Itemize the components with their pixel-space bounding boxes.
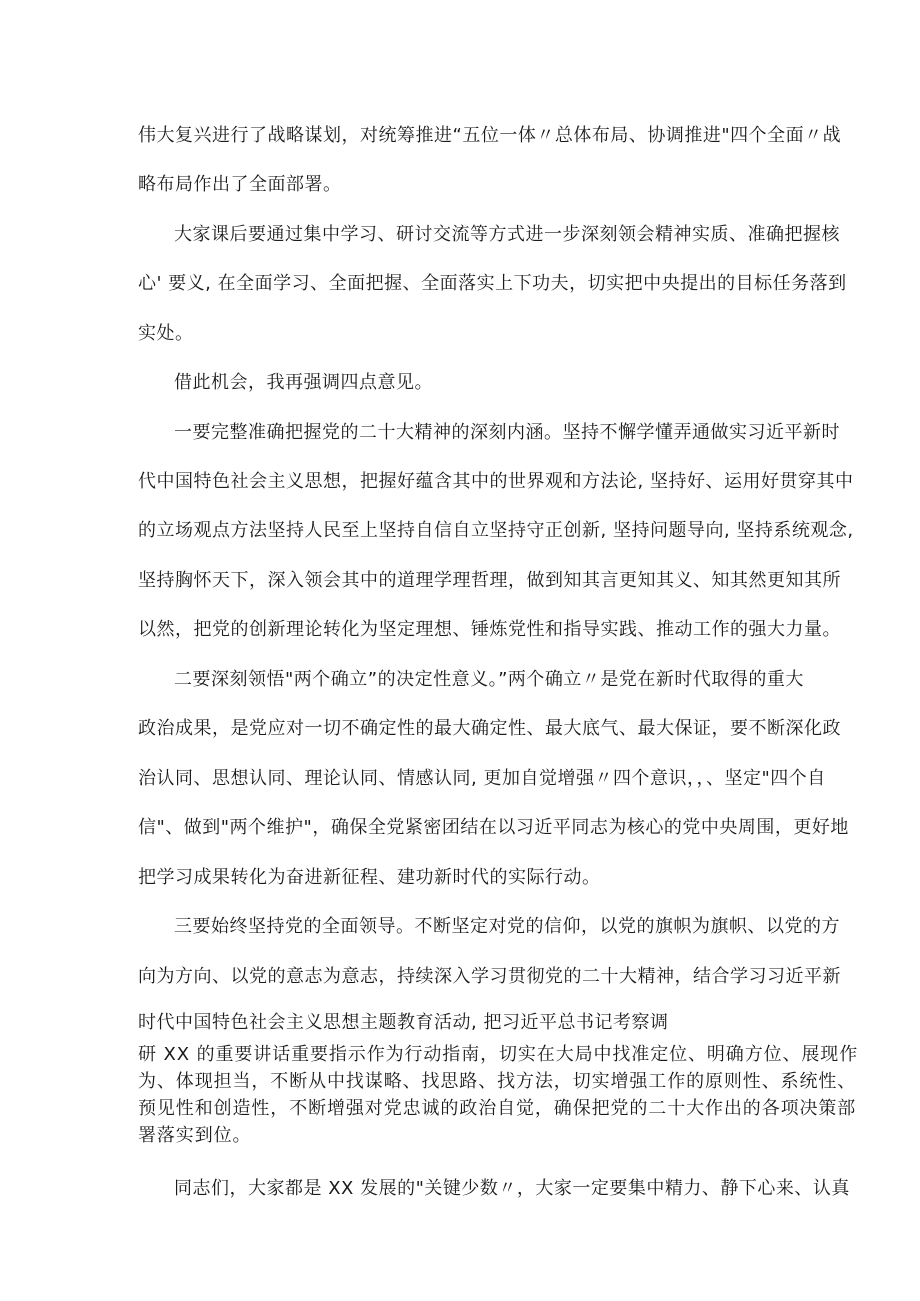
text-line: 一要完整准确把握党的二十大精神的深刻内涵。坚持不懈学懂弄通做实习近平新时 — [174, 422, 840, 443]
text-line: 向为方向、以党的意志为意志，持续深入学习贯彻党的二十大精神，结合学习习近平新 — [138, 966, 841, 987]
text-line: 治认同、思想认同、理论认同、情感认同, 更加自觉增强〃四个意识，，、坚定"四个自 — [138, 768, 826, 789]
text-line: 以然，把党的创新理论转化为坚定理想、锤炼党性和指导实践、推动工作的强大力量。 — [138, 619, 841, 640]
text-line: 心' 要义, 在全面学习、全面把握、全面落实上下功夫，切实把中央提出的目标任务落到 — [138, 273, 847, 294]
text-line: 略布局作出了全面部署。 — [138, 174, 342, 195]
text-line: 时代中国特色社会主义思想主题教育活动, 把习近平总书记考察调 — [138, 1012, 669, 1033]
text-line: 借此机会，我再强调四点意见。 — [174, 372, 433, 393]
text-line: 为、体现担当，不断从中找谋略、找思路、找方法，切实增强工作的原则性、系统性、 — [138, 1071, 857, 1092]
text-line: 把学习成果转化为奋进新征程、建功新时代的实际行动。 — [138, 867, 601, 888]
text-line: 大家课后要通过集中学习、研讨交流等方式进一步深刻领会精神实质、准确把握核 — [174, 224, 840, 245]
text-line: 实处。 — [138, 323, 194, 344]
text-line: 政治成果，是党应对一切不确定性的最大确定性、最大底气、最大保证，要不断深化政 — [138, 718, 841, 739]
text-line: 署落实到位。 — [138, 1125, 252, 1146]
text-line: 信"、做到"两个维护"，确保全党紧密团结在以习近平同志为核心的党中央周围，更好地 — [138, 817, 849, 838]
text-line: 研 XX 的重要讲话重要指示作为行动指南，切实在大局中找准定位、明确方位、展现作 — [138, 1044, 859, 1065]
text-line: 代中国特色社会主义思想，把握好蕴含其中的世界观和方法论, 坚持好、运用好贯穿其中 — [138, 471, 854, 492]
text-line: 伟大复兴进行了战略谋划，对统筹推进“五位一体〃总体布局、协调推进"四个全面〃战 — [138, 125, 842, 146]
text-line: 同志们，大家都是 XX 发展的"关键少数〃，大家一定要集中精力、静下心来、认真 — [174, 1178, 850, 1199]
text-line: 二要深刻领悟"两个确立”的决定性意义。”两个确立〃是党在新时代取得的重大 — [174, 669, 804, 690]
text-line: 三要始终坚持党的全面领导。不断坚定对党的信仰，以党的旗帜为旗帜、以党的方 — [174, 916, 840, 937]
text-line: 坚持胸怀天下，深入领会其中的道理学理哲理，做到知其言更知其义、知其然更知其所 — [138, 570, 841, 591]
text-line: 预见性和创造性，不断增强对党忠诚的政治自觉，确保把党的二十大作出的各项决策部 — [138, 1098, 857, 1119]
text-line: 的立场观点方法坚持人民至上坚持自信自立坚持守正创新, 坚持问题导向, 坚持系统观念, — [138, 520, 854, 541]
